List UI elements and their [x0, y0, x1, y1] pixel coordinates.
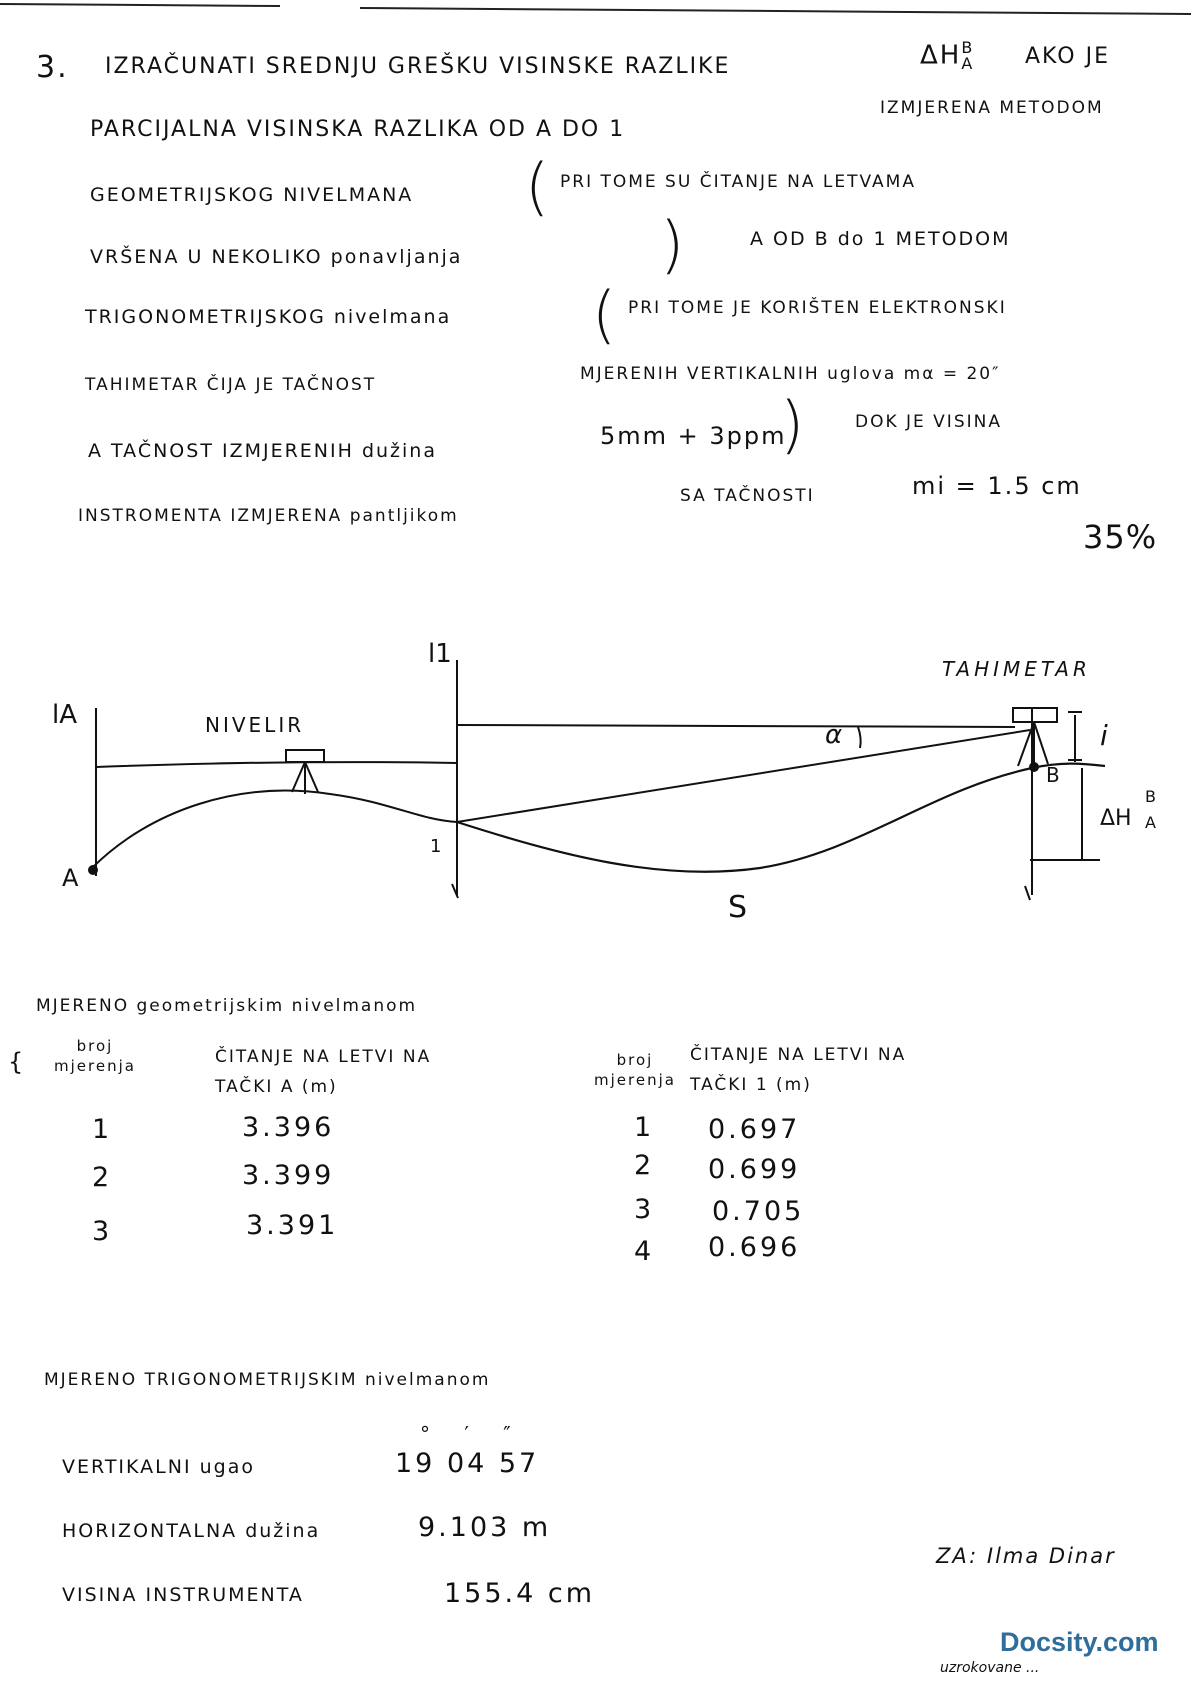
izmjerena-metodom: IZMJERENA METODOM	[880, 98, 1104, 118]
left-row-2-number: 2	[92, 1162, 113, 1193]
left-row-3-number: 3	[92, 1216, 113, 1247]
task-line-3: GEOMETRIJSKOG NIVELMANA	[90, 184, 414, 206]
tacnost-duzina: 5mm + 3ppm	[600, 422, 787, 450]
point-B-dot	[1029, 762, 1039, 772]
delta-h-text: ΔH	[920, 40, 962, 71]
alpha-arc	[858, 727, 861, 748]
right-header-reading: ČITANJE NA LETVI NA TAČKI 1 (m)	[690, 1045, 907, 1095]
author-signature: ZA: Ilma Dinar	[936, 1544, 1116, 1568]
paren-close-2: )	[780, 388, 807, 461]
trig-row-1-value: 19 04 57	[395, 1448, 540, 1479]
bottom-scribble: uzrokovane ...	[940, 1660, 1040, 1676]
left-row-3-value: 3.391	[246, 1210, 339, 1241]
label-S: S	[728, 890, 748, 925]
task-line-4: VRŠENA U NEKOLIKO ponavljanja	[90, 246, 463, 268]
od-b-do-1: A OD B do 1 METODOM	[750, 228, 1011, 250]
paren-open-1: (	[525, 150, 552, 223]
right-row-1-value: 0.697	[708, 1114, 801, 1145]
delta-h-sub: A	[961, 54, 975, 73]
label-dh-sup: B	[1145, 787, 1156, 806]
left-row-1-value: 3.396	[242, 1112, 335, 1143]
right-row-4-number: 4	[634, 1236, 655, 1267]
mjerenih-uglova: MJERENIH VERTIKALNIH uglova mα = 20″	[580, 364, 1001, 384]
task-line-8: INSTROMENTA IZMJERENA pantljikom	[78, 506, 459, 526]
docsity-watermark: Docsity.com	[1000, 1627, 1159, 1657]
label-i: i	[1100, 719, 1108, 752]
score: 35%	[1083, 518, 1158, 556]
label-B: B	[1046, 763, 1060, 787]
inclined-sight-line	[457, 730, 1030, 822]
trig-units-row: ° ′ ″	[420, 1422, 525, 1446]
level-sight-line	[96, 762, 457, 767]
task-line-7: A TAČNOST IZMJERENIH dužina	[88, 440, 437, 462]
sa-tacnosti: SA TAČNOSTI	[680, 486, 815, 506]
left-header-reading: ČITANJE NA LETVI NA TAČKI A (m)	[215, 1047, 432, 1097]
trig-row-2-label: HORIZONTALNA dužina	[62, 1520, 321, 1542]
right-row-2-number: 2	[634, 1150, 655, 1181]
task-line-6: TAHIMETAR ČIJA JE TAČNOST	[85, 375, 377, 395]
nivelir-instrument	[286, 750, 324, 762]
label-nivelir: NIVELIR	[205, 713, 305, 737]
left-row-1-number: 1	[92, 1114, 113, 1145]
delta-h-symbol	[920, 40, 974, 72]
label-1: 1	[430, 836, 442, 857]
terrain-A-1	[92, 791, 457, 868]
dh-dimension	[1030, 768, 1100, 860]
right-row-3-value: 0.705	[712, 1196, 805, 1227]
right-header-number: broj mjerenja	[594, 1051, 676, 1089]
label-lA: lA	[52, 700, 78, 730]
task-line-2: PARCIJALNA VISINSKA RAZLIKA OD A DO 1	[90, 117, 626, 142]
label-l1: l1	[428, 639, 452, 669]
point-A-dot	[88, 865, 98, 875]
ako-je: AKO JE	[1025, 44, 1110, 69]
label-dh: ΔH	[1100, 806, 1132, 831]
right-row-2-value: 0.699	[708, 1154, 801, 1185]
label-dh-sub: A	[1145, 813, 1156, 832]
top-edge-scribble	[0, 0, 1191, 30]
trig-row-2-value: 9.103 m	[418, 1512, 552, 1543]
mi-value: mi = 1.5 cm	[912, 472, 1082, 500]
left-header-number: broj mjerenja	[54, 1037, 136, 1075]
margin-mark: {	[8, 1048, 24, 1076]
delta-h-sup: B	[961, 38, 975, 57]
tahimetar-tripod	[1018, 722, 1048, 768]
trig-row-1-label: VERTIKALNI ugao	[62, 1456, 255, 1478]
terrain-1-B	[457, 764, 1105, 872]
trig-title: MJERENO TRIGONOMETRIJSKIM nivelmanom	[44, 1370, 491, 1390]
trig-row-3-label: VISINA INSTRUMENTA	[62, 1584, 304, 1606]
right-row-3-number: 3	[634, 1194, 655, 1225]
label-tahimetar: TAHIMETAR	[942, 657, 1091, 681]
right-row-1-number: 1	[634, 1112, 655, 1143]
geometric-title: MJERENO geometrijskim nivelmanom	[36, 996, 418, 1016]
leveling-diagram	[0, 630, 1191, 930]
trig-row-3-value: 155.4 cm	[444, 1578, 596, 1609]
pri-tome-koristen: PRI TOME JE KORIŠTEN ELEKTRONSKI	[628, 298, 1007, 318]
task-line-1: IZRAČUNATI SREDNJU GREŠKU VISINSKE RAZLIKE	[105, 54, 731, 79]
tahimetar-horizontal	[457, 725, 1015, 727]
nivelir-tripod	[292, 762, 318, 794]
paren-close-1: )	[660, 208, 687, 281]
pri-tome-letvama: PRI TOME SU ČITANJE NA LETVAMA	[560, 172, 916, 192]
task-line-5: TRIGONOMETRIJSKOG nivelmana	[85, 306, 452, 328]
label-alpha: α	[825, 720, 843, 750]
left-row-2-value: 3.399	[242, 1160, 335, 1191]
dok-je-visina: DOK JE VISINA	[855, 412, 1002, 432]
task-number: 3.	[36, 50, 69, 85]
paren-open-2: (	[592, 278, 619, 351]
i-dimension	[1068, 712, 1082, 762]
right-row-4-value: 0.696	[708, 1232, 801, 1263]
label-A: A	[62, 864, 79, 892]
tahimetar-instrument	[1013, 708, 1057, 722]
